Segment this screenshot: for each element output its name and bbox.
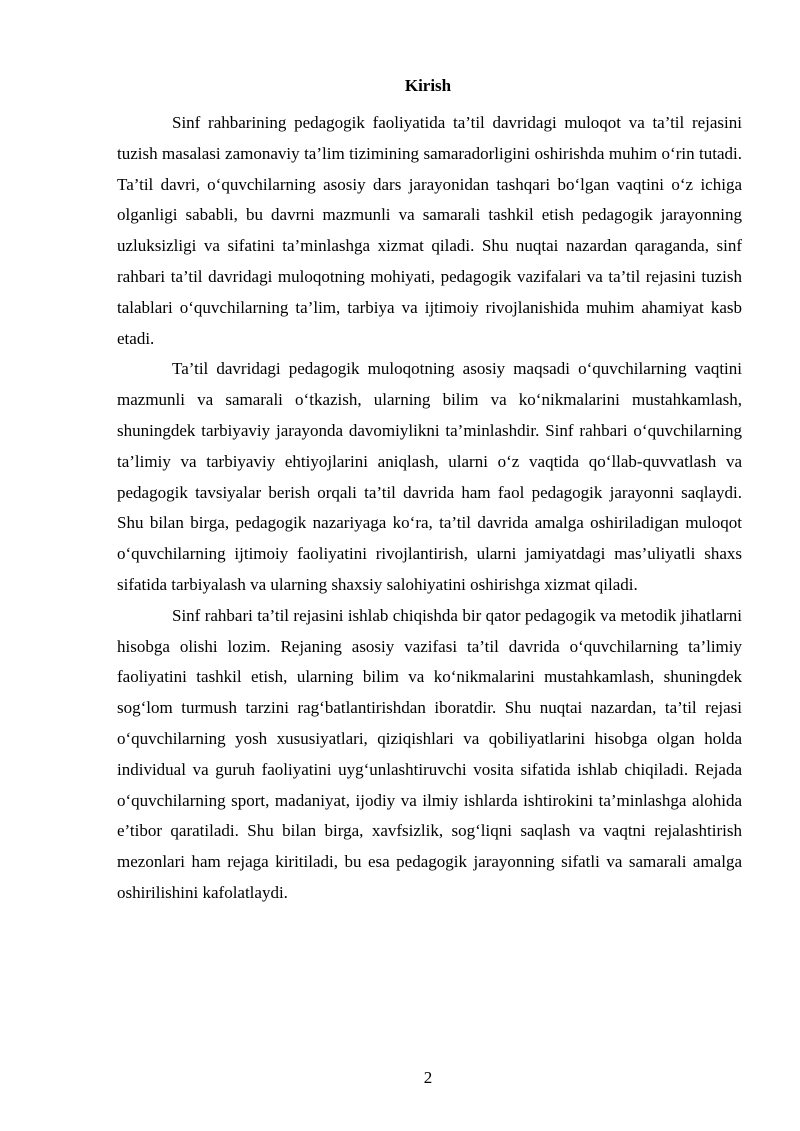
paragraph-1: Sinf rahbarining pedagogik faoliyatida ta’til davridagi muloqot va ta’til rejasini tuzish masalasi zamonaviy ta’lim tizimining samaradorligini oshirishda muhim o‘rin tutadi. Ta’til davri, o‘quvchilarning asosiy dars jarayonidan tashqari bo‘lgan vaqtini o‘z ichiga olganligi sababli, bu davrni mazmunli va samarali tashkil etish pedagogik jarayonning uzluksizligi va sifatini ta’minlashga xizmat qiladi. Shu nuqtai nazardan qaraganda, sinf rahbari ta’til davridagi muloqotning mohiyati, pedagogik vazifalari va ta’til rejasini tuzish talablari o‘quvchilarning ta’lim, tarbiya va ijtimoiy rivojlanishida muhim ahamiyat kasb etadi.: [117, 113, 742, 348]
section-heading: Kirish: [404, 76, 452, 95]
body-text: [117, 108, 742, 909]
paragraph-2: Ta’til davridagi pedagogik muloqotning asosiy maqsadi o‘quvchilarning vaqtini mazmunli va samarali o‘tkazish, ularning bilim va ko‘nikmalarini mustahkamlash, shuningdek tarbiyaviy jarayonda davomiylikni ta’minlashdir. Sinf rahbari o‘quvchilarning ta’limiy va tarbiyaviy ehtiyojlarini aniqlash, ularni o‘z vaqtida qo‘llab-quvvatlash va pedagogik tavsiyalar berish orqali ta’til davrida ham faol pedagogik jarayonni saqlaydi. Shu bilan birga, pedagogik nazariyaga ko‘ra, ta’til davrida amalga oshiriladigan muloqot o‘quvchilarning ijtimoiy faoliyatini rivojlantirish, ularni jamiyatdagi mas’uliyatli shaxs sifatida tarbiyalash va ularning shaxsiy salohiyatini oshirishga xizmat qiladi.: [117, 359, 742, 594]
paragraph-3: Sinf rahbari ta’til rejasini ishlab chiqishda bir qator pedagogik va metodik jihatlarni hisobga olishi lozim. Rejaning asosiy vazifasi ta’til davrida o‘quvchilarning ta’limiy faoliyatini tashkil etish, ularning bilim va ko‘nikmalarini mustahkamlash, shuningdek sog‘lom turmush tarzini rag‘batlantirishdan iboratdir. Shu nuqtai nazardan, ta’til rejasi o‘quvchilarning yosh xususiyatlari, qiziqishlari va qobiliyatlarini hisobga olgan holda individual va guruh faoliyatini uyg‘unlashtiruvchi vosita sifatida ishlab chiqiladi. Rejada o‘quvchilarning sport, madaniyat, ijodiy va ilmiy ishlarda ishtirokini ta’minlashga alohida e’tibor qaratiladi. Shu bilan birga, xavfsizlik, sog‘liqni saqlash va vaqtni rejalashtirish mezonlari ham rejaga kiritiladi, bu esa pedagogik jarayonning sifatli va samarali amalga oshirilishini kafolatlaydi.: [117, 605, 742, 902]
page-number: 2: [423, 1068, 433, 1087]
